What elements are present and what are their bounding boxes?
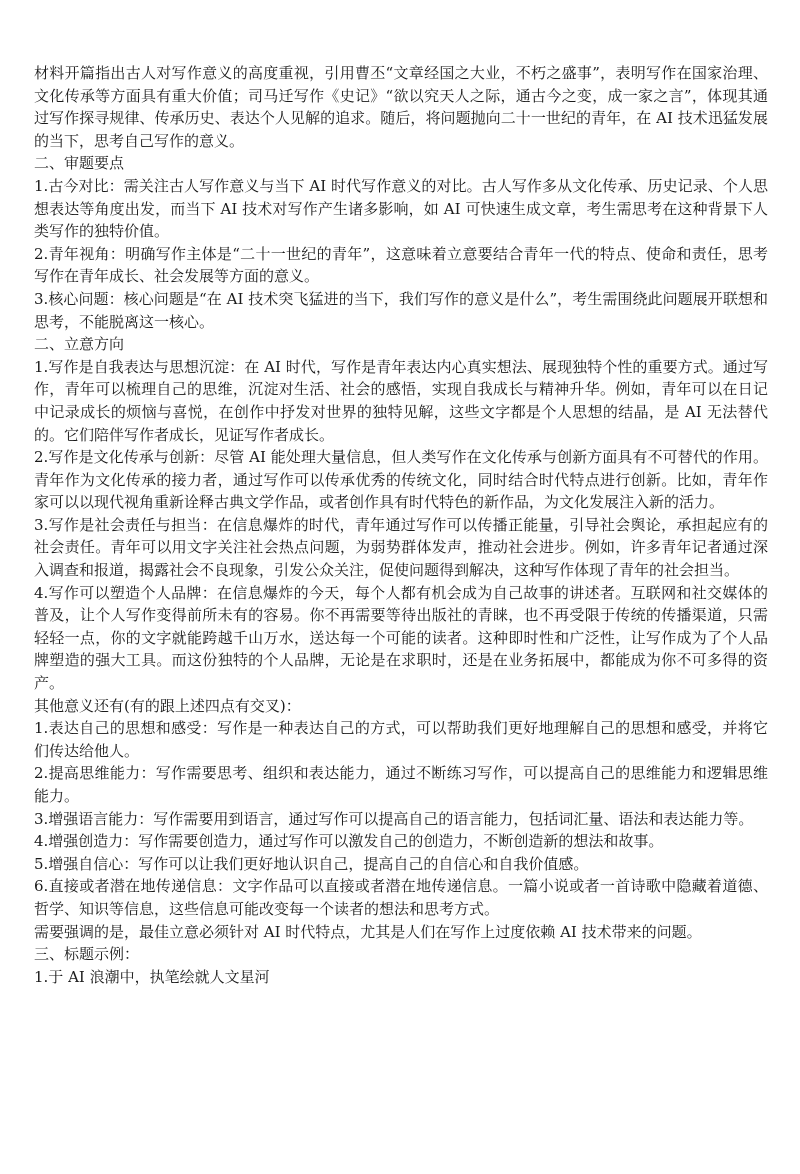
key-point-2: 2.青年视角：明确写作主体是“二十一世纪的青年”，这意味着立意要结合青年一代的特点、使命和责任，思考写作在青年成长、社会发展等方面的意义。	[34, 244, 768, 286]
other-meaning-2: 2.提高思维能力：写作需要思考、组织和表达能力，通过不断练习写作，可以提高自己的思维能力和逻辑思维能力。	[34, 764, 768, 805]
theme-2: 2.写作是文化传承与创新：尽管 AI 能处理大量信息，但人类写作在文化传承与创新方面具有不可替代的作用。青年作为文化传承的接力者，通过写作可以传承优秀的传统文化，同时结合时代特点进行创新。比如，青年作家可以以现代视角重新诠释古典文学作品，或者创作具有时代特色的新作品，为文化发展注入新的活力。	[34, 448, 768, 512]
theme-4: 4.写作可以塑造个人品牌：在信息爆炸的今天，每个人都有机会成为自己故事的讲述者。互联网和社交媒体的普及，让个人写作变得前所未有的容易。你不再需要等待出版社的青睐，也不再受限于传统的传播渠道，只需轻轻一点，你的文字就能跨越千山万水，送达每一个可能的读者。这种即时性和广泛性，让写作成为了个人品牌塑造的强大工具。而这份独特的个人品牌，无论是在求职时，还是在业务拓展中，都能成为你不可多得的资产。	[34, 583, 768, 693]
other-meaning-4: 4.增强创造力：写作需要创造力，通过写作可以激发自己的创造力，不断创造新的想法和故事。	[34, 832, 664, 851]
key-point-1: 1.古今对比：需关注古人写作意义与当下 AI 时代写作意义的对比。古人写作多从文化传承、历史记录、个人思想表达等角度出发，而当下 AI 技术对写作产生诸多影响，如 AI 可快速生成文章，考生需思考在这种背景下人类写作的独特价值。	[34, 176, 768, 241]
key-point-3: 3.核心问题：核心问题是“在 AI 技术突飞猛进的当下，我们写作的意义是什么”，考生需围绕此问题展开联想和思考，不能脱离这一核心。	[34, 289, 768, 331]
other-meaning-6: 6.直接或者潜在地传递信息：文字作品可以直接或者潜在地传递信息。一篇小说或者一首诗歌中隐藏着道德、哲学、知识等信息，这些信息可能改变每一个读者的想法和思考方式。	[34, 877, 768, 918]
theme-1: 1.写作是自我表达与思想沉淀：在 AI 时代，写作是青年表达内心真实想法、展现独特个性的重要方式。通过写作，青年可以梳理自己的思维，沉淀对生活、社会的感悟，实现自我成长与精神升华。例如，青年可以在日记中记录成长的烦恼与喜悦，在创作中抒发对世界的独特见解，这些文字都是个人思想的结晶，是 AI 无法替代的。它们陪伴写作者成长，见证写作者成长。	[34, 357, 768, 444]
section-heading-titles: 三、标题示例：	[34, 945, 140, 964]
document-body	[34, 62, 768, 988]
emphasis-note: 需要强调的是，最佳立意必须针对 AI 时代特点，尤其是人们在写作上过度依赖 AI 技术带来的问题。	[34, 922, 702, 941]
other-meaning-5: 5.增强自信心：写作可以让我们更好地认识自己，提高自己的自信心和自我价值感。	[34, 854, 589, 873]
title-example-1: 1.于 AI 浪潮中，执笔绘就人文星河	[34, 967, 270, 986]
theme-3: 3.写作是社会责任与担当：在信息爆炸的时代，青年通过写作可以传播正能量，引导社会舆论，承担起应有的社会责任。青年可以用文字关注社会热点问题，为弱势群体发声，推动社会进步。例如，许多青年记者通过深入调查和报道，揭露社会不良现象，引发公众关注，促使问题得到解决，这种写作体现了青年的社会担当。	[34, 515, 768, 580]
section-heading-key-points: 二、审题要点	[34, 154, 125, 173]
other-meaning-1: 1.表达自己的思想和感受：写作是一种表达自己的方式，可以帮助我们更好地理解自己的思想和感受，并将它们传达给他人。	[34, 719, 768, 760]
intro-paragraph: 材料开篇指出古人对写作意义的高度重视，引用曹丕“文章经国之大业，不朽之盛事”，表明写作在国家治理、文化传承等方面具有重大价值；司马迁写作《史记》“欲以究天人之际，通古今之变，成一家之言”，体现其通过写作探寻规律、传承历史、表达个人见解的追求。随后，将问题抛向二十一世纪的青年，在 AI 技术迅猛发展的当下，思考自己写作的意义。	[34, 64, 768, 150]
other-meaning-3: 3.增强语言能力：写作需要用到语言，通过写作可以提高自己的语言能力，包括词汇量、语法和表达能力等。	[34, 809, 754, 828]
section-heading-themes: 二、立意方向	[34, 335, 125, 354]
other-meanings-heading: 其他意义还有(有的跟上述四点有交叉)：	[34, 696, 301, 715]
